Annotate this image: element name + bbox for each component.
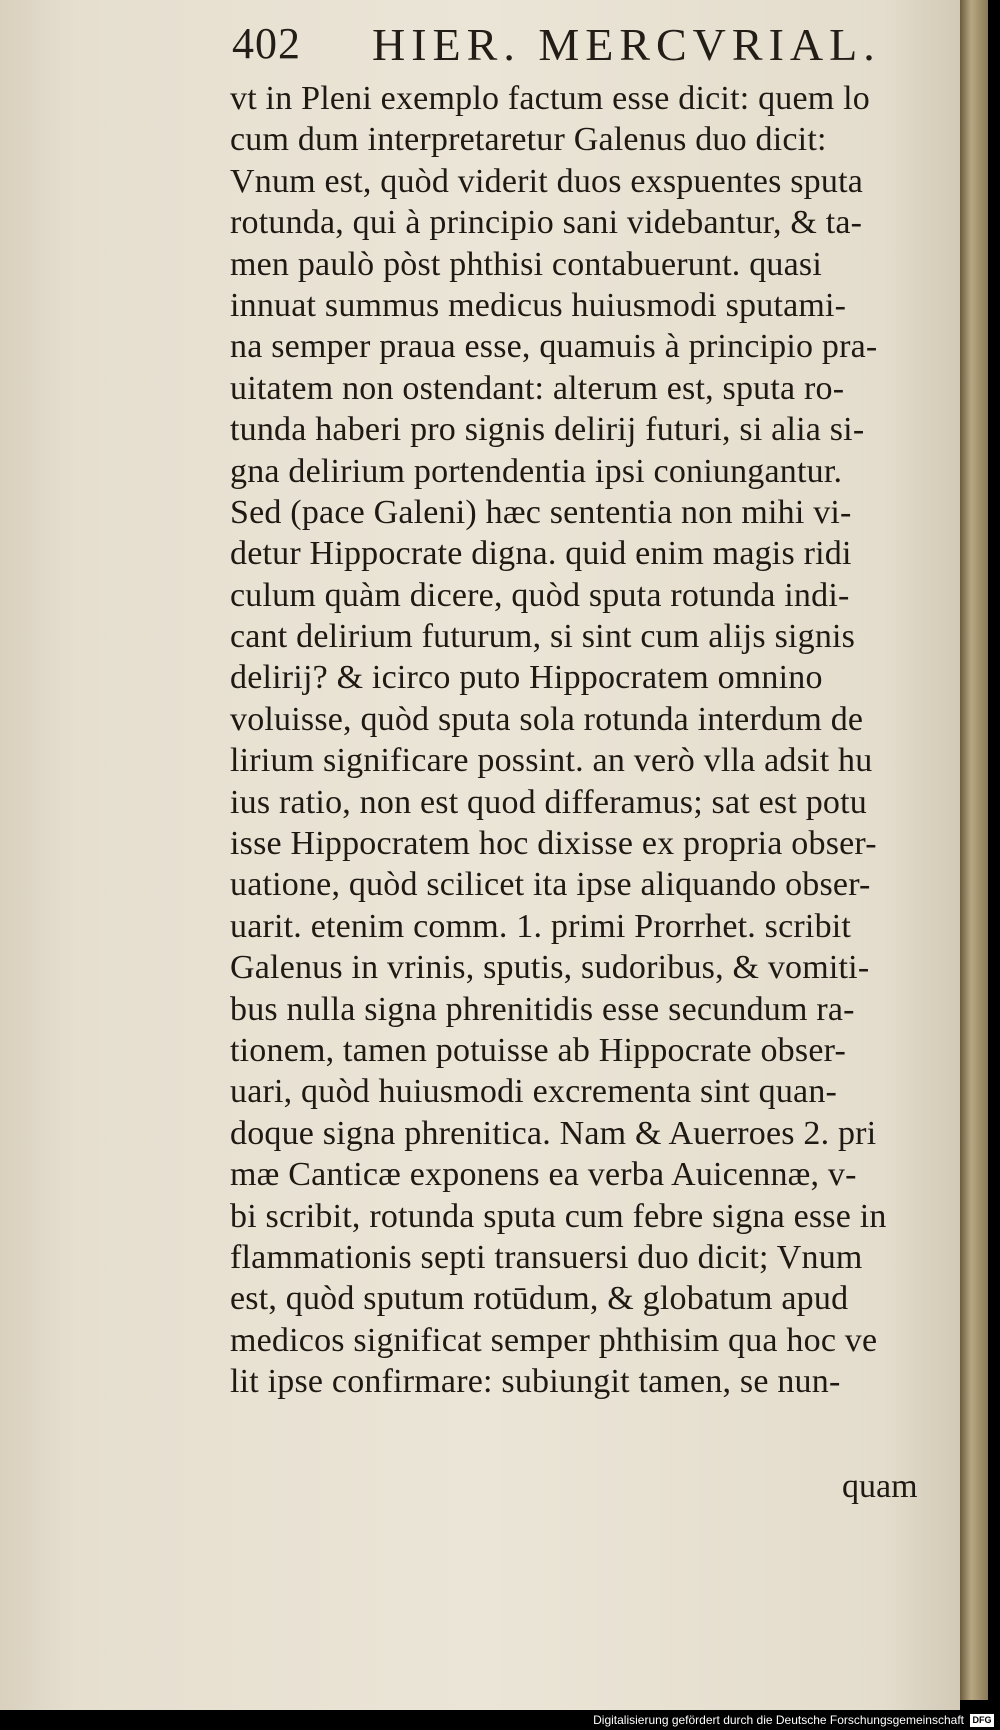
text-line: uari, quòd huiusmodi excrementa sint quan- [230,1073,838,1111]
body-text [230,78,950,1403]
text-line: cant delirium futurum, si sint cum alijs signis [230,618,856,656]
text-line: isse Hippocratem hoc dixisse ex propria obser- [230,825,877,863]
page-number: 402 [232,19,301,68]
text-line: voluisse, quòd sputa sola rotunda interdum de [230,700,864,738]
text-line: bi scribit, rotunda sputa cum febre signa esse in [230,1197,887,1235]
text-line: bus nulla signa phrenitidis esse secundum ra- [230,990,855,1028]
text-line: tionem, tamen potuisse ab Hippocrate obser- [230,1031,846,1069]
digitization-footer [0,1712,1000,1730]
text-line: lirium significare possint. an verò vlla adsit hu [230,742,873,780]
text-line: culum quàm dicere, quòd sputa rotunda indi- [230,576,850,614]
text-line: medicos significat semper phthisim qua hoc ve [230,1321,878,1359]
text-line: na semper praua esse, quamuis à principio pra- [230,328,878,366]
text-line: innuat summus medicus huiusmodi sputami- [230,286,847,324]
text-line: Vnum est, quòd viderit duos exspuentes sputa [230,162,864,200]
text-line: Galenus in vrinis, sputis, sudoribus, & vomiti- [230,949,870,987]
dfg-logo: DFG [970,1714,994,1727]
text-line: rotunda, qui à principio sani videbantur, & ta- [230,204,863,242]
text-line: lit ipse confirmare: subiungit tamen, se nun- [230,1363,841,1401]
text-line: vt in Pleni exemplo factum esse dicit: quem lo [230,80,870,117]
text-line: tunda haberi pro signis delirij futuri, si alia si- [230,411,865,449]
running-head: HIER. MERCVRIAL. [372,19,881,70]
text-line: uitatem non ostendant: alterum est, sputa ro- [230,369,845,407]
page-edge [960,0,988,1700]
text-line: est, quòd sputum rotūdum, & globatum apud [230,1280,849,1318]
text-line: flammationis septi transuersi duo dicit; Vnum [230,1238,863,1276]
text-line: detur Hippocrate digna. quid enim magis ridi [230,535,852,573]
catchword: quam [842,1468,918,1505]
text-line: men paulò pòst phthisi contabuerunt. quasi [230,245,822,283]
text-line: doque signa phrenitica. Nam & Auerroes 2. pri [230,1114,877,1152]
text-line: delirij? & icirco puto Hippocratem omnino [230,659,823,697]
page-header [232,18,932,74]
footer-credit: Digitalisierung gefördert durch die Deutsche Forschungsgemeinschaft [593,1713,964,1727]
text-line: mæ Canticæ exponens ea verba Auicennæ, v- [230,1156,857,1194]
text-line: ius ratio, non est quod differamus; sat est potu [230,783,867,821]
text-line: Sed (pace Galeni) hæc sententia non mihi vi- [230,493,852,531]
text-line: gna delirium portendentia ipsi coniungantur. [230,452,843,490]
text-line: uatione, quòd scilicet ita ipse aliquando obser- [230,866,871,904]
text-line: uarit. etenim comm. 1. primi Prorrhet. scribit [230,907,852,945]
text-line: cum dum interpretaretur Galenus duo dicit: [230,121,827,159]
